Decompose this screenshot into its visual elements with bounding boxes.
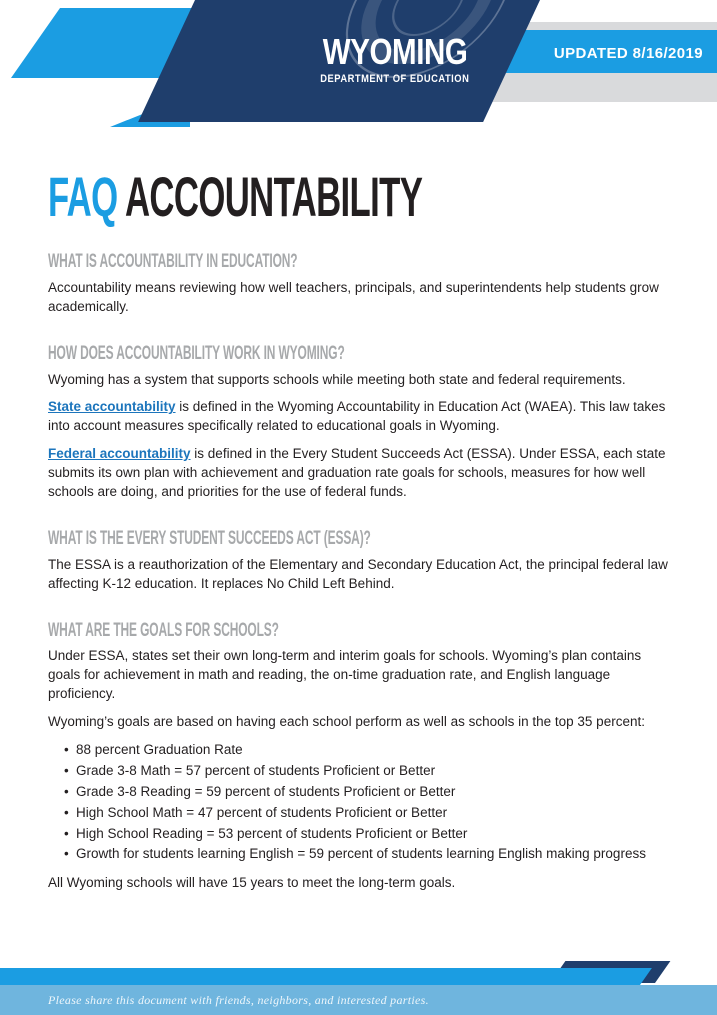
paragraph: Under ESSA, states set their own long-term and interim goals for schools. Wyoming’s plan contains goals for achievement in math and reading, the on-time graduation rate, and English language proficiency. — [48, 648, 642, 702]
paragraph-text: is defined in the Wyoming Accountability in Education Act (WAEA). This law takes into account measures specifically related to educational goals in Wyoming. — [48, 399, 666, 434]
paragraph-text: is defined in the Every Student Succeeds Act (ESSA). Under ESSA, each state submits its own plan with achievement and graduation rate goals for schools, measures for how well schools are doing, and priorities for the use of federal funds. — [48, 446, 666, 500]
footer-banner — [0, 955, 717, 1015]
paragraph — [48, 398, 669, 436]
section-heading: WHAT ARE THE GOALS FOR SCHOOLS? — [48, 619, 279, 641]
list-item: • Growth for students learning English = 59 percent of students learning English making progress — [64, 845, 669, 864]
paragraph: Accountability means reviewing how well teachers, principals, and superintendents help students grow academically. — [48, 279, 659, 314]
section-what-is-accountability — [48, 252, 669, 317]
footer-note: Please share this document with friends, neighbors, and interested parties. — [48, 992, 429, 1007]
footer-strip — [0, 985, 717, 1015]
page-title — [48, 165, 433, 228]
section-how-accountability-works — [48, 344, 669, 502]
list-item: • 88 percent Graduation Rate — [64, 741, 669, 760]
goals-list — [64, 741, 669, 864]
list-item: • Grade 3-8 Math = 57 percent of students Proficient or Better — [64, 762, 669, 781]
section-heading: WHAT IS ACCOUNTABILITY IN EDUCATION? — [48, 251, 298, 272]
footer-cyan-stripe — [0, 968, 652, 985]
paragraph — [48, 445, 669, 502]
page-title-accent: FAQ — [48, 165, 118, 228]
document-content — [48, 135, 669, 902]
paragraph: The ESSA is a reauthorization of the Elementary and Secondary Education Act, the principal federal law affecting K-12 education. It replaces No Child Left Behind. — [48, 556, 668, 591]
paragraph: Wyoming’s goals are based on having each school perform as well as schools in the top 35 percent: — [48, 714, 645, 730]
section-what-is-essa — [48, 529, 669, 594]
header-banner — [0, 0, 717, 135]
wde-logo — [308, 31, 472, 85]
federal-accountability-link[interactable]: Federal accountability — [48, 446, 191, 462]
state-accountability-link[interactable]: State accountability — [48, 399, 176, 415]
paragraph: All Wyoming schools will have 15 years to meet the long-term goals. — [48, 875, 456, 891]
list-item: • High School Math = 47 percent of students Proficient or Better — [64, 804, 669, 823]
section-heading: HOW DOES ACCOUNTABILITY WORK IN WYOMING? — [48, 342, 345, 364]
page-title-main: ACCOUNTABILITY — [124, 165, 423, 228]
logo-title: WYOMING — [322, 31, 468, 72]
section-goals-for-schools — [48, 621, 669, 894]
updated-date-label: UPDATED 8/16/2019 — [553, 45, 703, 62]
list-item: • Grade 3-8 Reading = 59 percent of students Proficient or Better — [64, 783, 669, 802]
paragraph: Wyoming has a system that supports schools while meeting both state and federal requirements. — [48, 371, 626, 387]
list-item: • High School Reading = 53 percent of students Proficient or Better — [64, 825, 669, 844]
section-heading: WHAT IS THE EVERY STUDENT SUCCEEDS ACT (ESSA)? — [48, 527, 371, 549]
logo-subtitle: DEPARTMENT OF EDUCATION — [320, 73, 470, 85]
